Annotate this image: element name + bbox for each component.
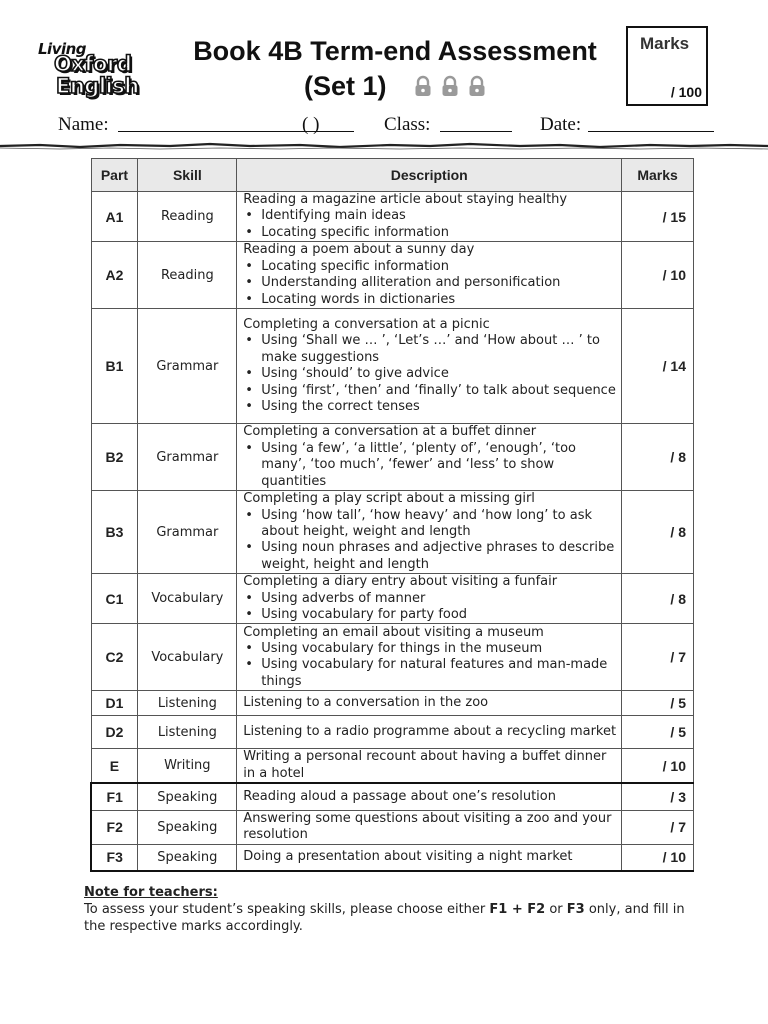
logo-living: Living (38, 40, 87, 58)
row-description-heading: Reading aloud a passage about one’s resolution (243, 788, 556, 804)
row-description (237, 844, 622, 871)
list-item: • Understanding alliteration and personification (243, 275, 617, 291)
row-skill: Speaking (138, 810, 237, 844)
class-label: Class: (384, 114, 431, 135)
row-part: C1 (91, 574, 138, 624)
row-description-heading: Listening to a conversation in the zoo (243, 695, 489, 711)
row-skill: Reading (138, 192, 237, 242)
row-part: A1 (91, 192, 138, 242)
table-row (91, 691, 694, 716)
row-description (237, 691, 622, 716)
row-bullet-list (243, 333, 617, 415)
lock-icon (414, 75, 432, 97)
name-label: Name: (58, 114, 109, 135)
note-heading: Note for teachers: (84, 885, 218, 900)
row-part: F1 (91, 783, 138, 810)
row-marks[interactable]: / 10 (622, 749, 694, 783)
list-item: • Using ‘a few’, ‘a little’, ‘plenty of’, ‘enough’, ‘too many’, ‘too much’, ‘fewer’ and ‘less’ to show quantities (243, 441, 617, 490)
row-part: A2 (91, 242, 138, 309)
difficulty-locks (414, 75, 486, 97)
row-description (237, 491, 622, 574)
marks-box-total: / 100 (670, 84, 702, 100)
class-number-field[interactable]: ( ) (302, 114, 320, 135)
row-description-heading: Doing a presentation about visiting a night market (243, 849, 573, 865)
teacher-note (84, 884, 704, 935)
row-description-heading: Completing a diary entry about visiting a funfair (243, 574, 558, 590)
row-marks[interactable]: / 10 (622, 844, 694, 871)
row-description (237, 192, 622, 242)
row-description (237, 242, 622, 309)
row-skill: Writing (138, 749, 237, 783)
header-marks: Marks (622, 159, 694, 192)
row-skill: Listening (138, 716, 237, 749)
row-skill: Grammar (138, 491, 237, 574)
list-item: • Using ‘Shall we … ’, ‘Let’s …’ and ‘How about … ’ to make suggestions (243, 333, 617, 366)
list-item: • Locating specific information (243, 259, 617, 275)
row-description-heading: Answering some questions about visiting a zoo and your resolution (243, 810, 612, 843)
row-part: E (91, 749, 138, 783)
row-description (237, 309, 622, 424)
list-item: • Using ‘should’ to give advice (243, 366, 617, 382)
table-row (91, 810, 694, 844)
row-description-heading: Completing an email about visiting a museum (243, 624, 544, 640)
table-row (91, 424, 694, 491)
row-bullet-list (243, 641, 617, 690)
note-body (84, 901, 704, 935)
row-part: B2 (91, 424, 138, 491)
list-item: • Using ‘how tall’, ‘how heavy’ and ‘how long’ to ask about height, weight and length (243, 508, 617, 541)
row-description (237, 749, 622, 783)
list-item: • Using adverbs of manner (243, 591, 617, 607)
row-skill: Grammar (138, 309, 237, 424)
row-part: F2 (91, 810, 138, 844)
list-item: • Locating specific information (243, 225, 617, 241)
row-skill: Vocabulary (138, 574, 237, 624)
row-description-heading: Reading a magazine article about staying healthy (243, 192, 568, 207)
note-text: only, and fill in the respective marks accordingly. (84, 902, 685, 934)
total-marks-box[interactable] (626, 26, 708, 106)
row-marks[interactable]: / 7 (622, 810, 694, 844)
class-field[interactable] (440, 131, 512, 132)
list-item: • Using vocabulary for party food (243, 607, 617, 623)
table-row (91, 624, 694, 691)
table-row (91, 192, 694, 242)
row-part: B1 (91, 309, 138, 424)
row-part: D1 (91, 691, 138, 716)
table-row (91, 242, 694, 309)
living-oxford-english-logo (38, 40, 138, 104)
list-item: • Using noun phrases and adjective phrases to describe weight, height and length (243, 540, 617, 573)
table-row (91, 491, 694, 574)
note-option-f1-f2: F1 + F2 (489, 902, 546, 917)
list-item: • Using the correct tenses (243, 399, 617, 415)
row-skill: Speaking (138, 783, 237, 810)
row-bullet-list (243, 591, 617, 624)
row-description-heading: Listening to a radio programme about a recycling market (243, 724, 617, 740)
row-marks[interactable]: / 8 (622, 491, 694, 574)
lock-icon (468, 75, 486, 97)
row-marks[interactable]: / 7 (622, 624, 694, 691)
row-skill: Grammar (138, 424, 237, 491)
row-marks[interactable]: / 8 (622, 574, 694, 624)
row-part: D2 (91, 716, 138, 749)
row-description (237, 810, 622, 844)
row-description (237, 716, 622, 749)
row-marks[interactable]: / 10 (622, 242, 694, 309)
row-part: F3 (91, 844, 138, 871)
torn-divider (0, 140, 768, 152)
row-description (237, 624, 622, 691)
table-header-row (91, 159, 694, 192)
list-item: • Using ‘first’, ‘then’ and ‘finally’ to talk about sequence (243, 383, 617, 399)
assessment-table (90, 158, 694, 872)
row-bullet-list (243, 259, 617, 308)
row-marks[interactable]: / 15 (622, 192, 694, 242)
student-info-row (58, 114, 728, 138)
row-marks[interactable]: / 14 (622, 309, 694, 424)
row-bullet-list (243, 508, 617, 574)
row-description-heading: Reading a poem about a sunny day (243, 242, 475, 258)
row-skill: Reading (138, 242, 237, 309)
row-marks[interactable]: / 5 (622, 691, 694, 716)
row-part: C2 (91, 624, 138, 691)
table-row (91, 309, 694, 424)
table-row (91, 574, 694, 624)
row-description (237, 574, 622, 624)
table-row (91, 783, 694, 810)
row-description-heading: Writing a personal recount about having a buffet dinner in a hotel (243, 749, 607, 781)
row-description-heading: Completing a conversation at a picnic (243, 317, 490, 332)
header-skill: Skill (138, 159, 237, 192)
logo-oxford: Oxford (54, 52, 132, 76)
note-text: or (545, 902, 567, 917)
row-marks[interactable]: / 5 (622, 716, 694, 749)
header-description: Description (237, 159, 622, 192)
note-text: To assess your student’s speaking skills, please choose either (84, 902, 490, 917)
row-description-heading: Completing a conversation at a buffet dinner (243, 424, 537, 440)
row-skill: Listening (138, 691, 237, 716)
table-row (91, 844, 694, 871)
row-marks[interactable]: / 3 (622, 783, 694, 810)
list-item: • Using vocabulary for natural features and man-made things (243, 657, 617, 690)
row-marks[interactable]: / 8 (622, 424, 694, 491)
page-title (160, 34, 630, 104)
row-skill: Vocabulary (138, 624, 237, 691)
list-item: • Identifying main ideas (243, 208, 617, 224)
row-description (237, 424, 622, 491)
title-line-1: Book 4B Term-end Assessment (193, 36, 597, 66)
title-line-2-wrap (160, 69, 630, 104)
row-bullet-list (243, 441, 617, 490)
logo-english: English (56, 74, 139, 98)
header-part: Part (91, 159, 138, 192)
lock-icon (441, 75, 459, 97)
row-part: B3 (91, 491, 138, 574)
title-line-2: (Set 1) (303, 71, 387, 101)
note-option-f3: F3 (566, 902, 585, 917)
marks-box-label: Marks (640, 34, 690, 53)
date-label: Date: (540, 114, 582, 135)
date-field[interactable] (588, 131, 714, 132)
table-row (91, 749, 694, 783)
row-description (237, 783, 622, 810)
list-item: • Using vocabulary for things in the museum (243, 641, 617, 657)
list-item: • Locating words in dictionaries (243, 292, 617, 308)
row-bullet-list (243, 208, 617, 241)
row-description-heading: Completing a play script about a missing girl (243, 491, 535, 507)
row-skill: Speaking (138, 844, 237, 871)
table-row (91, 716, 694, 749)
